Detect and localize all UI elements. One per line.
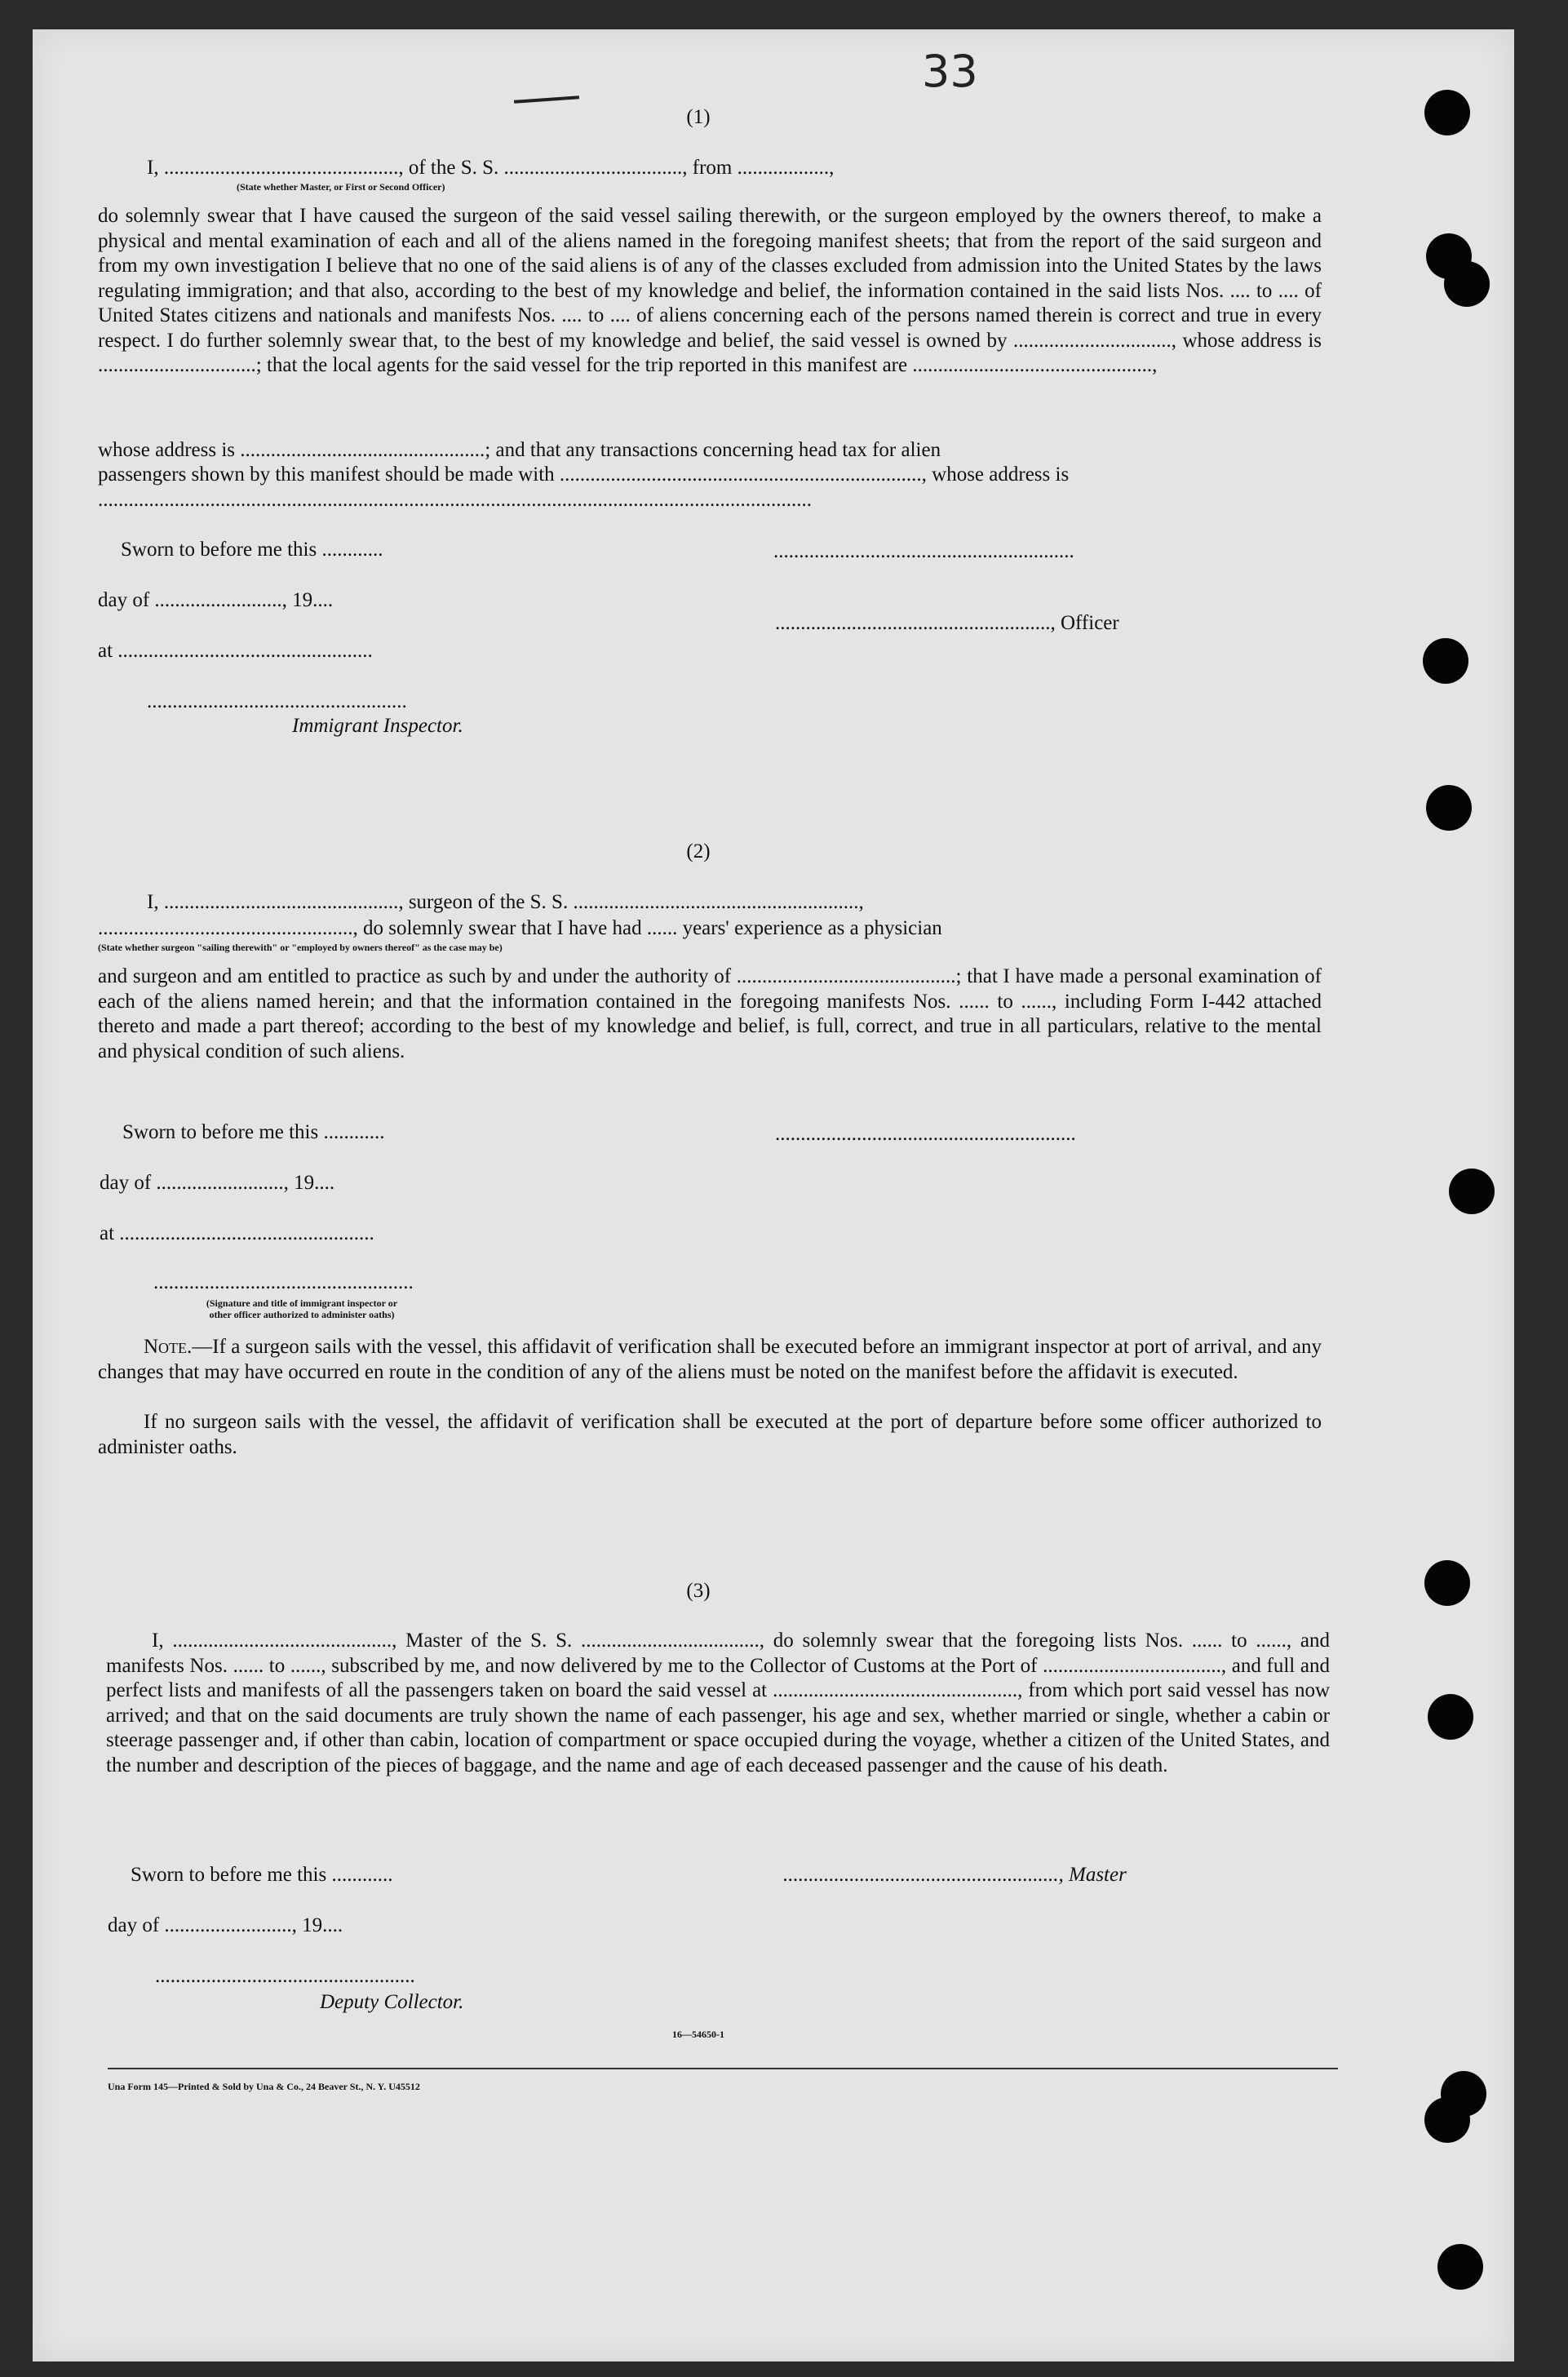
section-2-caption: (State whether surgeon "sailing therewith" or "employed by owners thereof" as the case may be) (98, 942, 503, 953)
punch-hole (1424, 90, 1470, 135)
section-1-number: (1) (686, 106, 711, 128)
footer-printer: Una Form 145—Printed & Sold by Una & Co., 24 Beaver St., N. Y. U45512 (108, 2081, 420, 2092)
page-mark: 33 (922, 46, 978, 97)
section-2-day-of: day of ........................., 19.... (100, 1172, 335, 1194)
section-1-at: at .................................................. (98, 640, 373, 662)
section-1-inspector-title: Immigrant Inspector. (292, 715, 463, 737)
section-2-number: (2) (686, 840, 711, 863)
section-2-line-2: .................................................., do solemnly swear that I have had ...... years' experience as a physician (98, 917, 942, 939)
section-3-collector-dots: ................................................... (155, 1965, 415, 1987)
section-1-officer-line: ......................................................, Officer (775, 612, 1119, 634)
section-3-day-of: day of ........................., 19.... (108, 1914, 343, 1936)
section-3-number: (3) (686, 1580, 711, 1602)
punch-hole (1424, 2097, 1470, 2143)
punch-hole (1423, 638, 1468, 684)
section-2-at: at .................................................. (100, 1222, 374, 1244)
section-1-inspector-dots: ................................................... (147, 690, 407, 712)
section-1-day-of: day of ........................., 19.... (98, 589, 334, 611)
punch-hole (1424, 1560, 1470, 1606)
section-2-note-2: If no surgeon sails with the vessel, the affidavit of verification shall be executed at the port of departure before some officer authorized to administer oaths. (98, 1411, 1322, 1458)
section-1-line-1: I, .............................................., of the S. S. ..................................., from .................., (147, 157, 835, 179)
form-number: 16—54650-1 (672, 2029, 724, 2040)
section-2-signature-caption: (Signature and title of immigrant inspector or other officer authorized to administer oaths) (206, 1297, 398, 1320)
section-1-sworn: Sworn to before me this ............ (121, 539, 383, 561)
section-2-note: Note.—If a surgeon sails with the vessel, this affidavit of verification shall be executed before an immigrant inspector at port of arrival, and any changes that may have occurred en route in the condition of any of the aliens must be noted on the manifest before the affidavit is executed. (98, 1336, 1322, 1383)
section-2-sworn: Sworn to before me this ............ (122, 1121, 385, 1143)
punch-hole (1449, 1169, 1495, 1214)
punch-hole (1428, 1694, 1473, 1740)
footer-rule (108, 2068, 1338, 2069)
section-1-passengers-line: passengers shown by this manifest should be made with ......................................................................., whose address is (98, 463, 1070, 486)
form-sheet (33, 29, 1514, 2361)
section-2-inspector-dots: ................................................... (153, 1271, 414, 1293)
section-1-officer-dots: ........................................................... (773, 540, 1074, 562)
section-3-sworn: Sworn to before me this ............ (131, 1864, 393, 1886)
section-1-caption: (State whether Master, or First or Second Officer) (237, 181, 445, 193)
section-3-paragraph: I, ..........................................., Master of the S. S. ..................................., do solemnly swear that the foregoing lists Nos. ...... to ......, and manifests Nos. ...... to ......, subscribed by me, and now delivered by me to the Collector of Customs at the Port of ..................................., and full and perfect lists and manifests of all the passengers taken on board the said vessel at ................................................, from which port said vessel has now arrived; and that on the said documents are truly shown the name of each passenger, his age and sex, whether married or single, whether a cabin or steerage passenger and, if other than cabin, location of compartment or space occupied during the voyage, whether a citizen of the United States, and the number and description of the pieces of baggage, and the name and age of each deceased passenger and the cause of his death. (106, 1630, 1330, 1776)
pen-stroke (514, 95, 579, 104)
punch-hole (1437, 2244, 1483, 2290)
punch-hole (1444, 261, 1490, 307)
section-1-whose-address-line: whose address is ................................................; and that any transactions concerning head tax for alien (98, 439, 941, 461)
section-3-collector-title: Deputy Collector. (320, 1991, 464, 2013)
section-1-paragraph: do solemnly swear that I have caused the surgeon of the said vessel sailing therewith, or the surgeon employed by the owners thereof, to make a physical and mental examination of each and all of the aliens named in the foregoing manifest sheets; that from the report of the said surgeon and from my own investigation I believe that no one of the said aliens is of any of the classes excluded from admission into the United States by the laws regulating immigration; and that also, according to the best of my knowledge and belief, the information contained in the said lists Nos. .... to .... of United States citizens and nationals and manifests Nos. .... to .... of aliens concerning each of the persons named therein is correct and true in every respect. I do further solemnly swear that, to the best of my knowledge and belief, the said vessel is owned by ..............................., whose address is ...............................; that the local agents for the said vessel for the trip reported in this manifest are ..............................................., (98, 205, 1322, 376)
section-1-dotted-line: ............................................................................................................................................ (98, 489, 812, 511)
section-2-line-1: I, .............................................., surgeon of the S. S. ........................................................, (147, 891, 864, 913)
section-3-master-line: ......................................................, Master (783, 1864, 1127, 1886)
note-label: Note. (144, 1336, 193, 1358)
punch-hole (1426, 785, 1472, 831)
section-2-signature-dots: ........................................................... (775, 1123, 1076, 1145)
section-2-paragraph: and surgeon and am entitled to practice as such by and under the authority of ...........................................; that I have made a personal examination of each of the aliens named herein; and that the information contained in the foregoing manifests Nos. ...... to ......, including Form I-442 attached thereto and made a part thereof; according to the best of my knowledge and belief, is full, correct, and true in all particulars, relative to the mental and physical condition of such aliens. (98, 965, 1322, 1062)
